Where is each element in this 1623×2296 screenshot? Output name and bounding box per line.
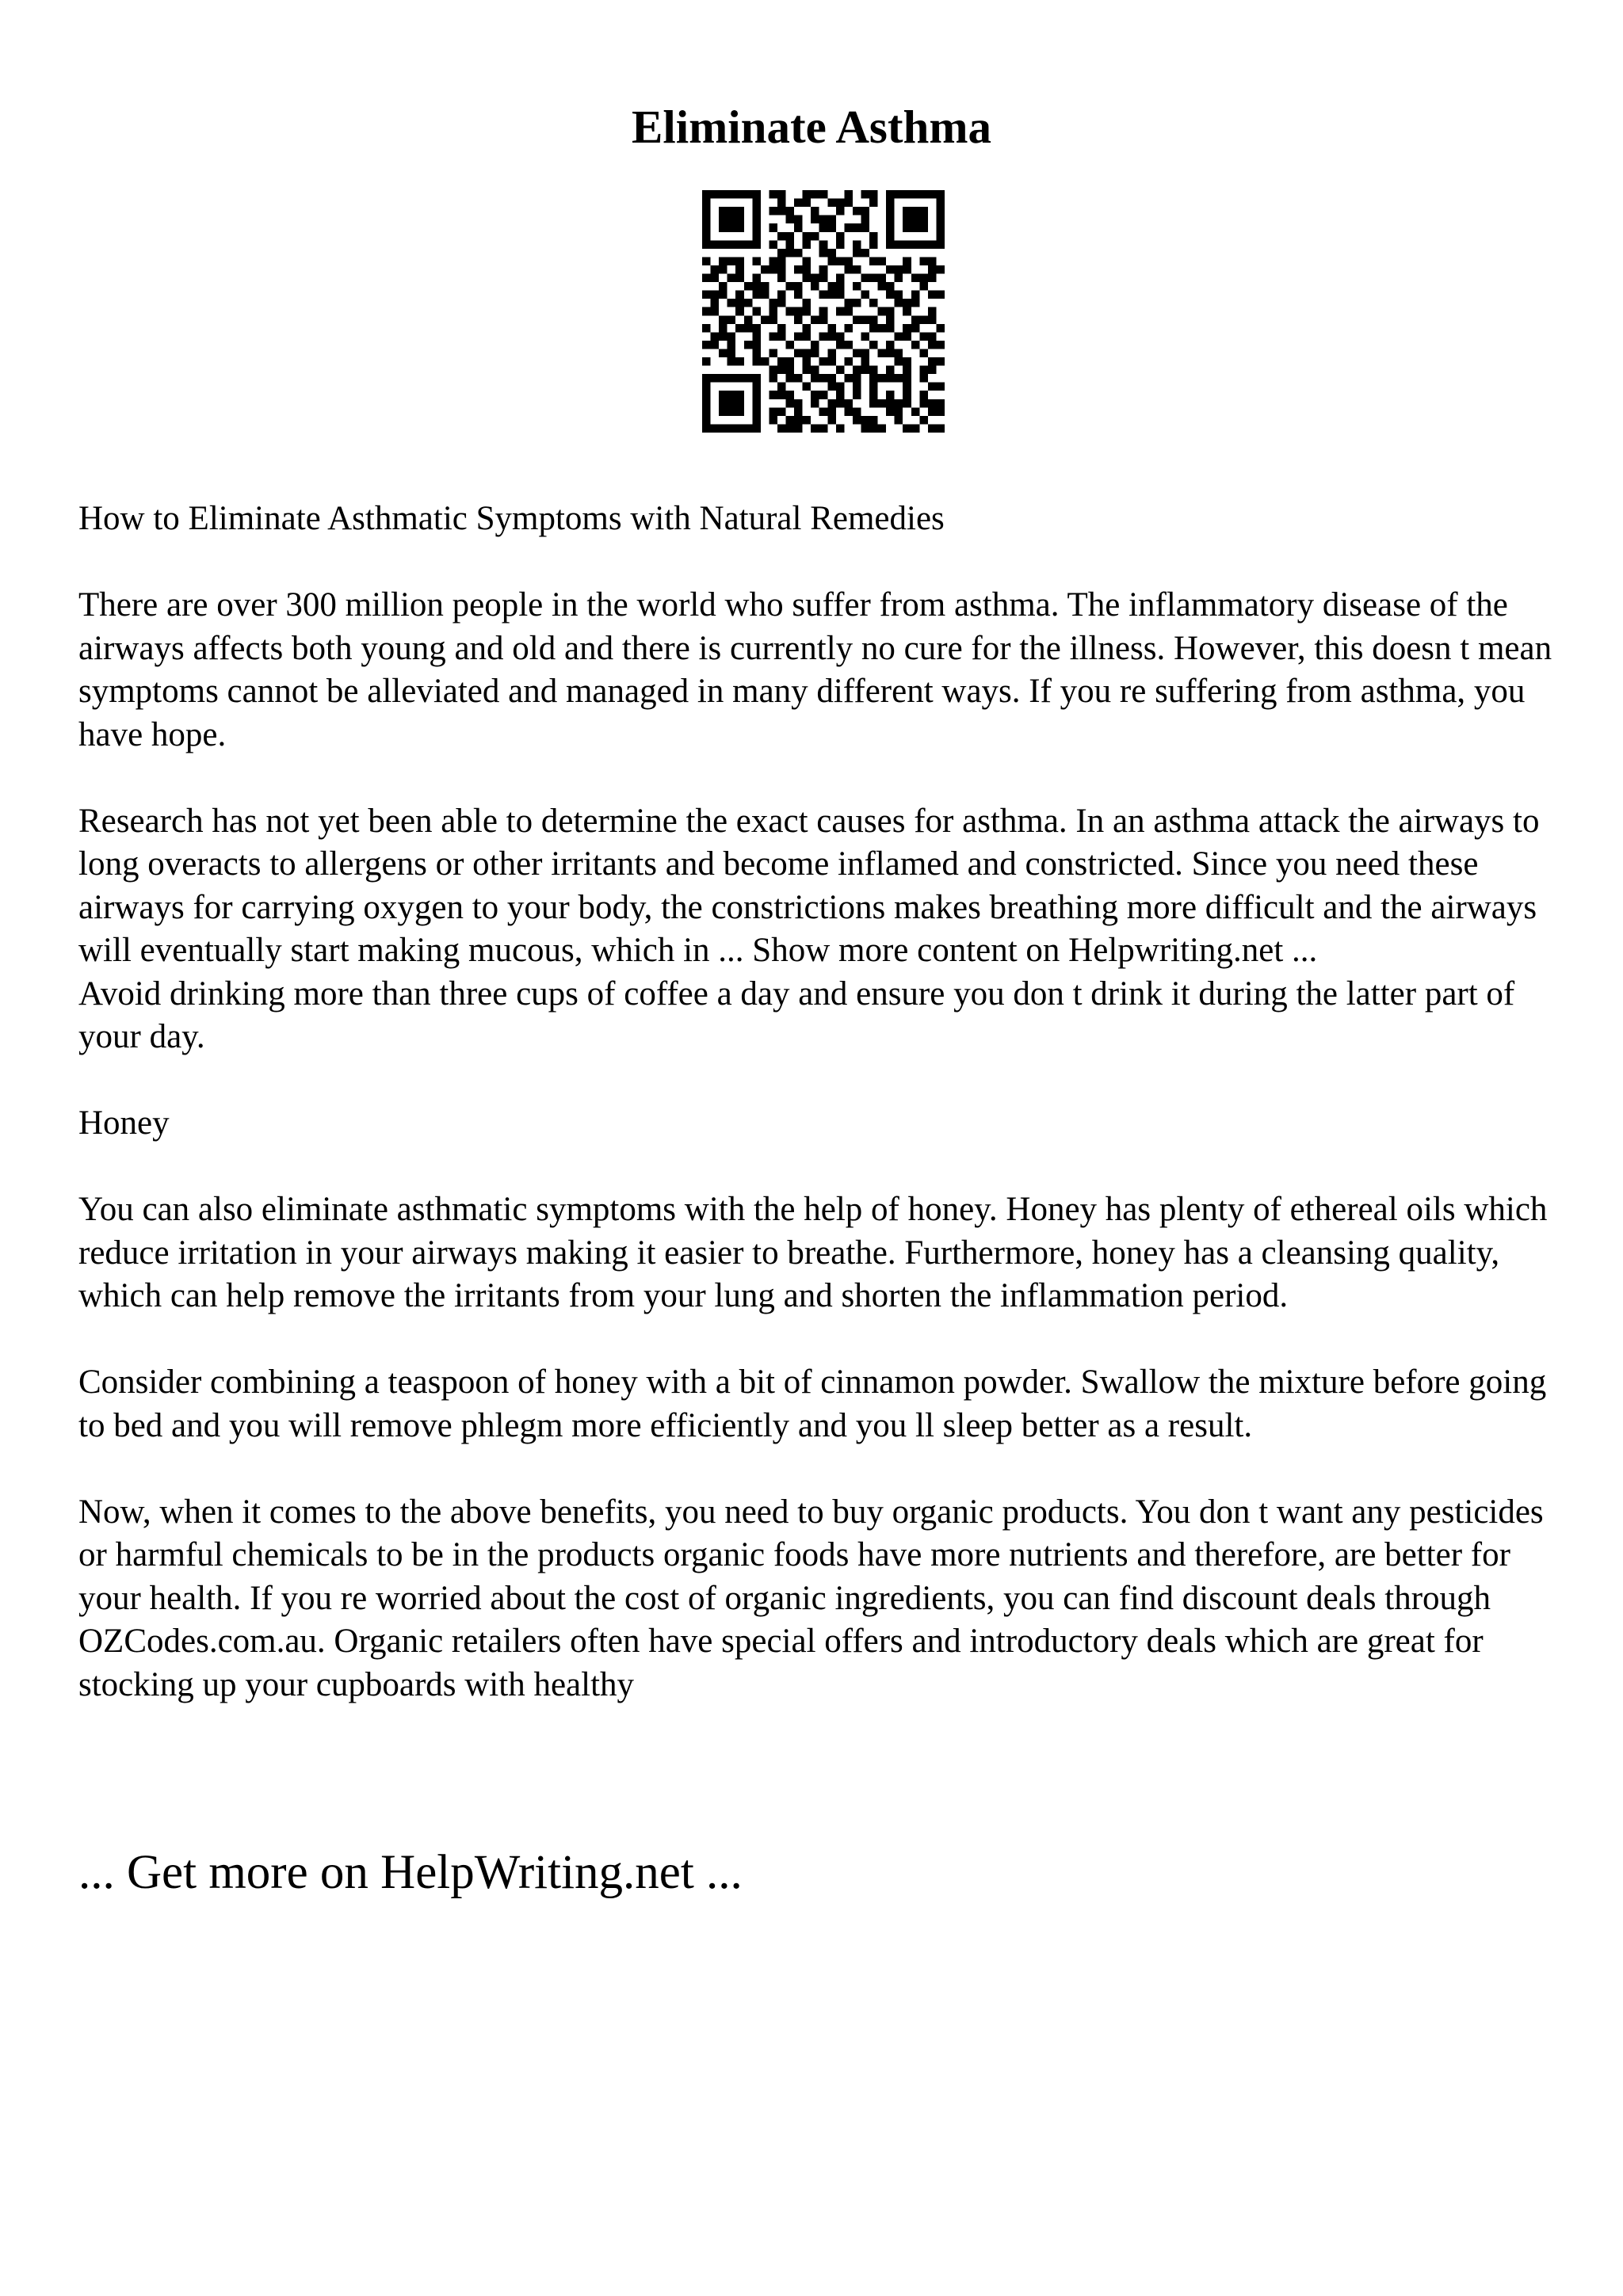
section-heading-honey: Honey [78, 1104, 170, 1142]
document-body [78, 498, 1560, 1707]
body-paragraph: Research has not yet been able to determine the exact causes for asthma. In an asthma attack the airways to long overacts to allergens or other irritants and become inflamed and constricted. Since you need these airways for carrying oxygen to your body, the constrictions makes breathing more difficult and the airways will eventually start making mucous, which in ... Show more content on Helpwriting.net ... [78, 802, 1540, 969]
body-paragraph: Now, when it comes to the above benefits, you need to buy organic products. You don t want any pesticides or harmful chemicals to be in the products organic foods have more nutrients and therefore, are better for your health. If you re worried about the cost of organic ingredients, you can find discount deals through OZCodes.com.au. Organic retailers often have special offers and introductory deals which are great for stocking up your cupboards with healthy [78, 1493, 1544, 1703]
get-more-link[interactable]: ... Get more on HelpWriting.net ... [78, 1846, 743, 1899]
body-paragraph: Avoid drinking more than three cups of coffee a day and ensure you don t drink it during the latter part of your day. [78, 974, 1515, 1055]
document-title: Eliminate Asthma [632, 101, 991, 153]
body-paragraph: There are over 300 million people in the world who suffer from asthma. The inflammatory disease of the airways affects both young and old and there is currently no cure for the illness. However, this doesn t mean symptoms cannot be alleviated and managed in many different ways. If you re suffering from asthma, you have hope. [78, 586, 1552, 753]
body-paragraph: Consider combining a teaspoon of honey with a bit of cinnamon powder. Swallow the mixture before going to bed and you will remove phlegm more efficiently and you ll sleep better as a result. [78, 1363, 1547, 1444]
body-paragraph: You can also eliminate asthmatic symptoms with the help of honey. Honey has plenty of ethereal oils which reduce irritation in your airways making it easier to breathe. Furthermore, honey has a cleansing quality, which can help remove the irritants from your lung and shorten the inflammation period. [78, 1191, 1548, 1314]
qr-code-icon [702, 190, 945, 433]
subtitle-paragraph: How to Eliminate Asthmatic Symptoms with Natural Remedies [78, 500, 945, 537]
